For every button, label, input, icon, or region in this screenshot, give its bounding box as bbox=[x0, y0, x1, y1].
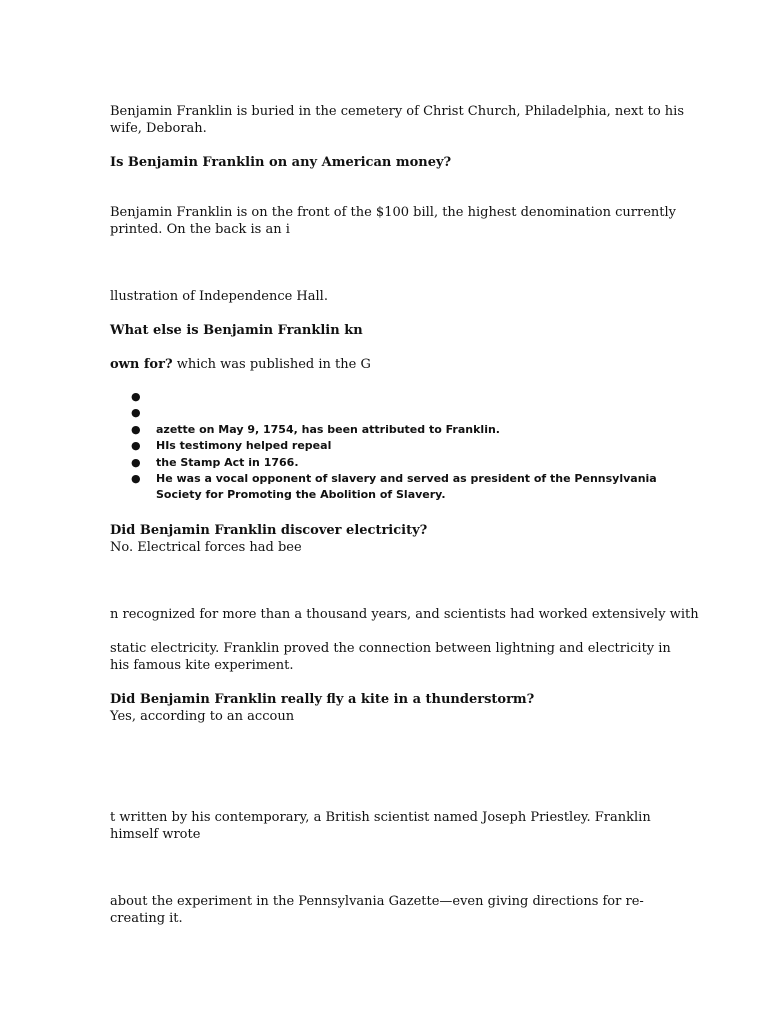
paragraph-kite-line4: about the experiment in the Pennsylvania Gazette—even giving directions for re- bbox=[110, 894, 644, 909]
bullet-marker: ● bbox=[131, 390, 141, 403]
heading-known-for-bold: own for? bbox=[110, 357, 173, 372]
heading-known-for-cont bbox=[110, 356, 371, 373]
heading-known-for: What else is Benjamin Franklin kn bbox=[110, 323, 363, 338]
heading-kite: Did Benjamin Franklin really fly a kite in a thunderstorm? bbox=[110, 692, 535, 707]
paragraph-kite-line3: himself wrote bbox=[110, 827, 201, 842]
bullet-marker: ● bbox=[131, 472, 141, 485]
list-item: He was a vocal opponent of slavery and served as president of the Pennsylvania bbox=[156, 472, 657, 485]
list-item: azette on May 9, 1754, has been attributed to Franklin. bbox=[156, 423, 500, 436]
bullet-marker: ● bbox=[131, 456, 141, 469]
heading-money: Is Benjamin Franklin on any American money? bbox=[110, 155, 452, 170]
heading-known-for-rest: which was published in the G bbox=[172, 357, 371, 372]
paragraph-kite-line1: Yes, according to an accoun bbox=[110, 709, 295, 724]
paragraph-kite-line5: creating it. bbox=[110, 911, 183, 926]
paragraph-kite-line2: t written by his contemporary, a British scientist named Joseph Priestley. Franklin bbox=[110, 810, 651, 825]
paragraph-burial-line2: wife, Deborah. bbox=[110, 121, 207, 136]
paragraph-electricity-line2: n recognized for more than a thousand years, and scientists had worked extensively with bbox=[110, 607, 699, 622]
paragraph-electricity-line3: static electricity. Franklin proved the connection between lightning and electricity in bbox=[110, 641, 671, 656]
bullet-marker: ● bbox=[131, 423, 141, 436]
list-item: HIs testimony helped repeal bbox=[156, 439, 332, 452]
paragraph-electricity-line4: his famous kite experiment. bbox=[110, 658, 294, 673]
heading-electricity: Did Benjamin Franklin discover electricity? bbox=[110, 523, 428, 538]
paragraph-money-line2: printed. On the back is an i bbox=[110, 222, 290, 237]
list-item-continuation: Society for Promoting the Abolition of Slavery. bbox=[156, 488, 446, 501]
bullet-marker: ● bbox=[131, 439, 141, 452]
paragraph-money-line1: Benjamin Franklin is on the front of the $100 bill, the highest denomination currently bbox=[110, 205, 676, 220]
paragraph-electricity-line1: No. Electrical forces had bee bbox=[110, 540, 302, 555]
paragraph-illustration: llustration of Independence Hall. bbox=[110, 289, 328, 304]
paragraph-burial-line1: Benjamin Franklin is buried in the cemetery of Christ Church, Philadelphia, next to his bbox=[110, 104, 684, 119]
bullet-marker: ● bbox=[131, 406, 141, 419]
list-item: the Stamp Act in 1766. bbox=[156, 456, 299, 469]
